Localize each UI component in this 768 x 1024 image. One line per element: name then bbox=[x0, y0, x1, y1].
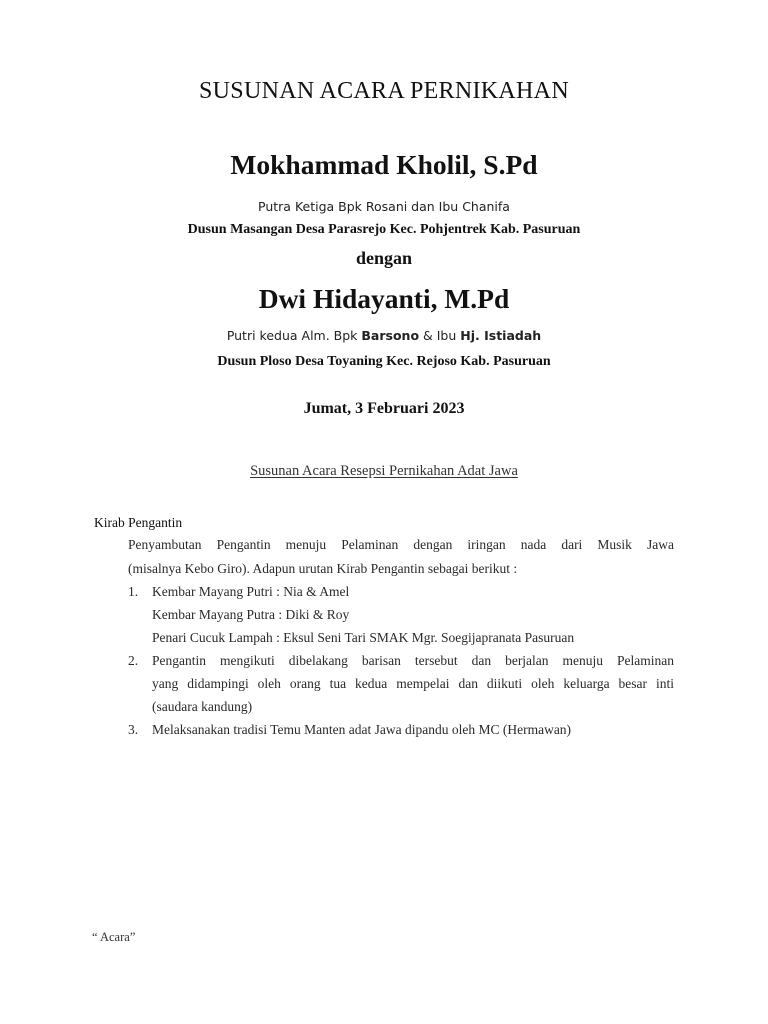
list-item-number: 2. bbox=[128, 653, 139, 668]
list-item-line: Melaksanakan tradisi Temu Manten adat Jawa dipandu oleh MC (Hermawan) bbox=[152, 722, 572, 737]
connector-word: dengan bbox=[355, 248, 413, 268]
program-subtitle bbox=[0, 463, 768, 480]
bride-name: Dwi Hidayanti, M.Pd bbox=[258, 283, 510, 314]
intro-line-1: Penyambutan Pengantin menuju Pelaminan dengan iringan nada dari Musik Jawa bbox=[128, 537, 674, 552]
list-item-line: yang didampingi oleh orang tua kedua mempelai dan diikuti oleh keluarga besar inti bbox=[152, 676, 674, 691]
bride-parents bbox=[0, 328, 768, 343]
bride-parents-mid: & Ibu bbox=[419, 328, 461, 343]
event-date: Jumat, 3 Februari 2023 bbox=[303, 400, 465, 417]
list-item-line: (saudara kandung) bbox=[152, 699, 253, 714]
groom-address: Dusun Masangan Desa Parasrejo Kec. Pohjentrek Kab. Pasuruan bbox=[187, 222, 581, 237]
bride-parents-prefix: Putri kedua Alm. Bpk bbox=[226, 328, 362, 343]
document-title: SUSUNAN ACARA PERNIKAHAN bbox=[199, 78, 569, 104]
list-item-line: Kembar Mayang Putri : Nia & Amel bbox=[152, 584, 350, 599]
footer-note: “ Acara” bbox=[92, 930, 136, 944]
bride-father-name: Barsono bbox=[361, 328, 420, 343]
list-item-line: Penari Cucuk Lampah : Eksul Seni Tari SMAK Mgr. Soegijapranata Pasuruan bbox=[152, 630, 575, 645]
list-item-line: Pengantin mengikuti dibelakang barisan tersebut dan berjalan menuju Pelaminan bbox=[152, 653, 674, 668]
groom-parents: Putra Ketiga Bpk Rosani dan Ibu Chanifa bbox=[258, 199, 510, 214]
list-item-number: 3. bbox=[128, 722, 139, 737]
section-heading: Kirab Pengantin bbox=[94, 515, 183, 530]
intro-line-2: (misalnya Kebo Giro). Adapun urutan Kirab Pengantin sebagai berikut : bbox=[128, 561, 518, 576]
groom-name: Mokhammad Kholil, S.Pd bbox=[230, 149, 538, 180]
list-item-number: 1. bbox=[128, 584, 139, 599]
bride-mother-name: Hj. Istiadah bbox=[460, 328, 542, 343]
program-subtitle-text: Susunan Acara Resepsi Pernikahan Adat Jawa bbox=[250, 463, 518, 479]
bride-address: Dusun Ploso Desa Toyaning Kec. Rejoso Kab. Pasuruan bbox=[217, 354, 551, 369]
list-item-line: Kembar Mayang Putra : Diki & Roy bbox=[152, 607, 350, 622]
